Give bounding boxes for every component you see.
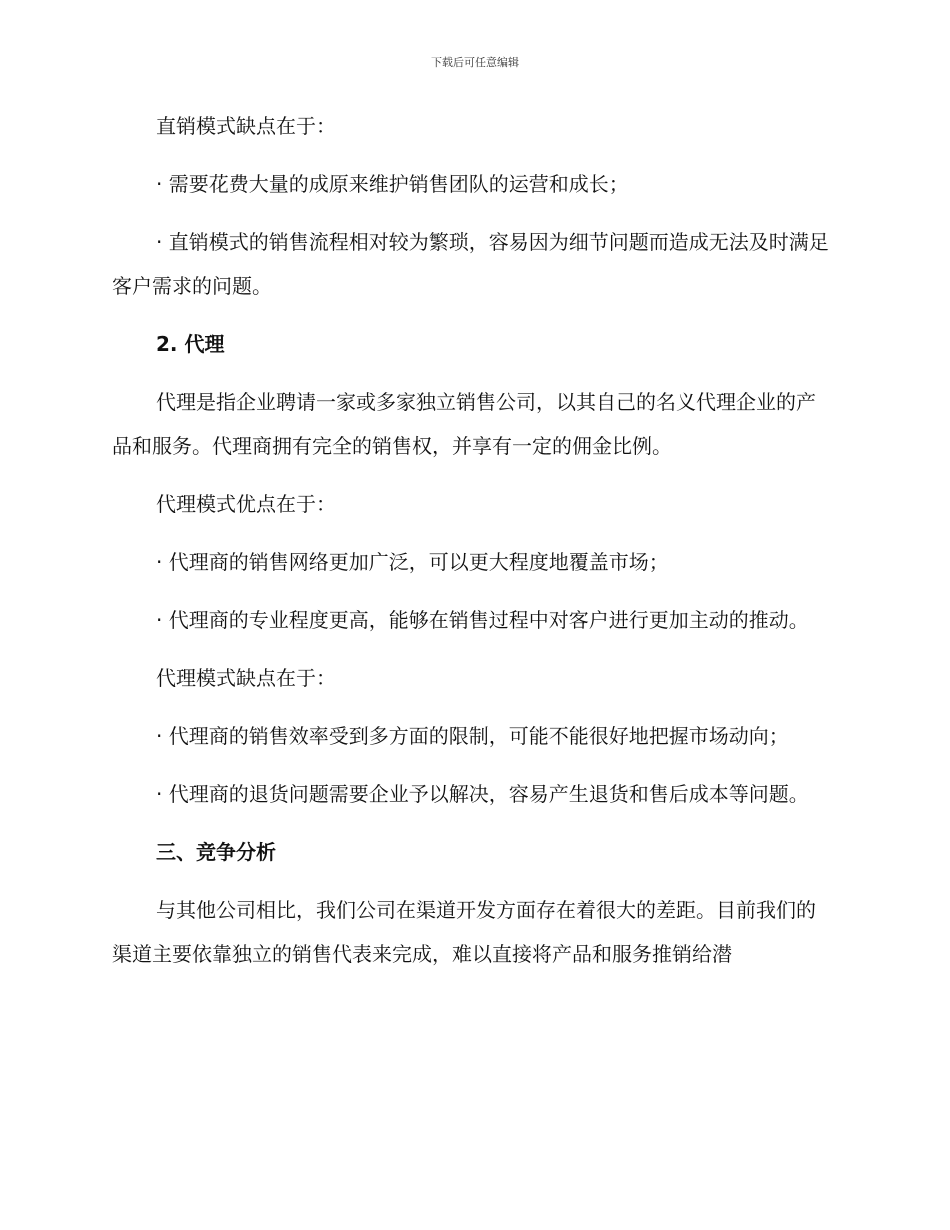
paragraph-competition: 与其他公司相比，我们公司在渠道开发方面存在着很大的差距。目前我们的渠道主要依靠独立的销售代表来完成，难以直接将产品和服务推销给潜: [112, 898, 816, 966]
paragraph-agency-advantages-intro: 代理模式优点在于：: [156, 492, 336, 516]
bullet-efficiency: · 代理商的销售效率受到多方面的限制，可能不能很好地把握市场动向；: [156, 724, 789, 748]
heading-competition-analysis: 三、竞争分析: [156, 840, 276, 864]
bullet-returns: · 代理商的退货问题需要企业予以解决，容易产生退货和售后成本等问题。: [156, 782, 809, 806]
bullet-expertise: · 代理商的专业程度更高，能够在销售过程中对客户进行更加主动的推动。: [156, 608, 809, 632]
paragraph-agency-disadvantages-intro: 代理模式缺点在于：: [156, 666, 336, 690]
bullet-cost: · 需要花费大量的成原来维护销售团队的运营和成长；: [156, 172, 629, 196]
paragraph-agency-definition: 代理是指企业聘请一家或多家独立销售公司，以其自己的名义代理企业的产品和服务。代理商拥有完全的销售权，并享有一定的佣金比例。: [112, 390, 816, 458]
heading-agency: 2. 代理: [156, 332, 225, 356]
page-header: 下载后可任意编辑: [431, 56, 519, 69]
bullet-process: · 直销模式的销售流程相对较为繁琐，容易因为细节问题而造成无法及时满足客户需求的问题。: [112, 230, 829, 298]
bullet-network: · 代理商的销售网络更加广泛，可以更大程度地覆盖市场；: [156, 550, 669, 574]
paragraph-direct-disadvantages-intro: 直销模式缺点在于：: [156, 114, 336, 138]
document-body: [112, 104, 832, 990]
